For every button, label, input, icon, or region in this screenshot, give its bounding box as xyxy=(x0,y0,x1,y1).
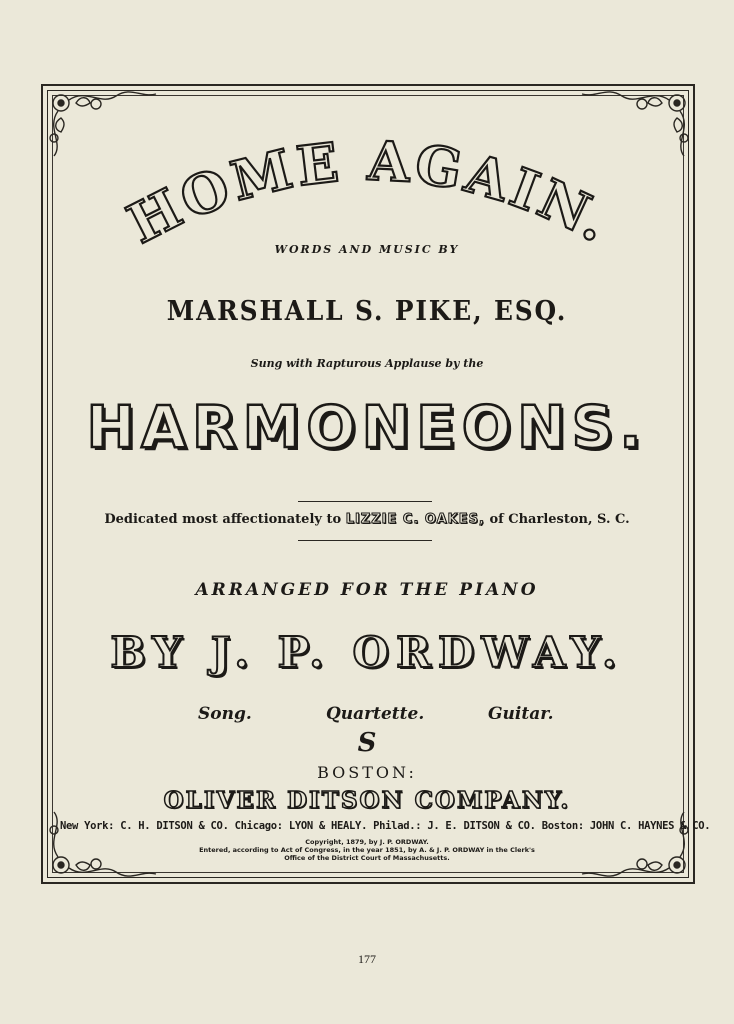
copyright-line: Copyright, 1879, by J. P. ORDWAY. xyxy=(305,838,429,846)
words-music-credit: WORDS AND MUSIC BY xyxy=(274,243,460,256)
page-number: 177 xyxy=(358,952,376,966)
edition-song: Song. xyxy=(198,704,252,724)
edition-quartette: Quartette. xyxy=(326,704,425,724)
sung-by-line: Sung with Rapturous Applause by the xyxy=(250,357,484,370)
svg-text:HOME AGAIN. xyxy=(117,130,623,256)
arranger-name: BY J. P. ORDWAY. xyxy=(110,628,624,677)
dedicatee-name: LIZZIE C. OAKES, xyxy=(345,512,485,527)
publisher-name: OLIVER DITSON COMPANY. xyxy=(163,787,571,814)
dedication-line xyxy=(60,512,674,527)
copyright-notice xyxy=(60,838,674,862)
title-arc xyxy=(80,130,660,280)
performer-name: HARMONEONS. xyxy=(86,393,648,461)
edition-list xyxy=(60,704,674,728)
sheet-title: HOME AGAIN. xyxy=(117,130,624,257)
arranged-for-line: ARRANGED FOR THE PIANO xyxy=(195,580,539,600)
publisher-city: BOSTON: xyxy=(317,763,417,782)
dedication-prefix: Dedicated most affectionately to xyxy=(104,512,342,527)
edition-guitar: Guitar. xyxy=(488,704,554,724)
dedication-suffix: of Charleston, S. C. xyxy=(489,512,630,527)
divider-rule xyxy=(298,540,432,541)
divider-rule xyxy=(298,501,432,502)
copyright-line: Office of the District Court of Massachusetts. xyxy=(284,854,450,862)
copyright-line: Entered, according to Act of Congress, in the year 1851, by A. & J. P. ORDWAY in the Clerk's xyxy=(199,846,535,854)
composer-name: MARSHALL S. PIKE, ESQ. xyxy=(166,296,568,327)
price-mark: S xyxy=(357,728,377,758)
agents-line: New York: C. H. DITSON & CO. Chicago: LYON & HEALY. Philad.: J. E. DITSON & CO. Boston: JOHN C. HAYNES & CO. xyxy=(60,820,711,832)
